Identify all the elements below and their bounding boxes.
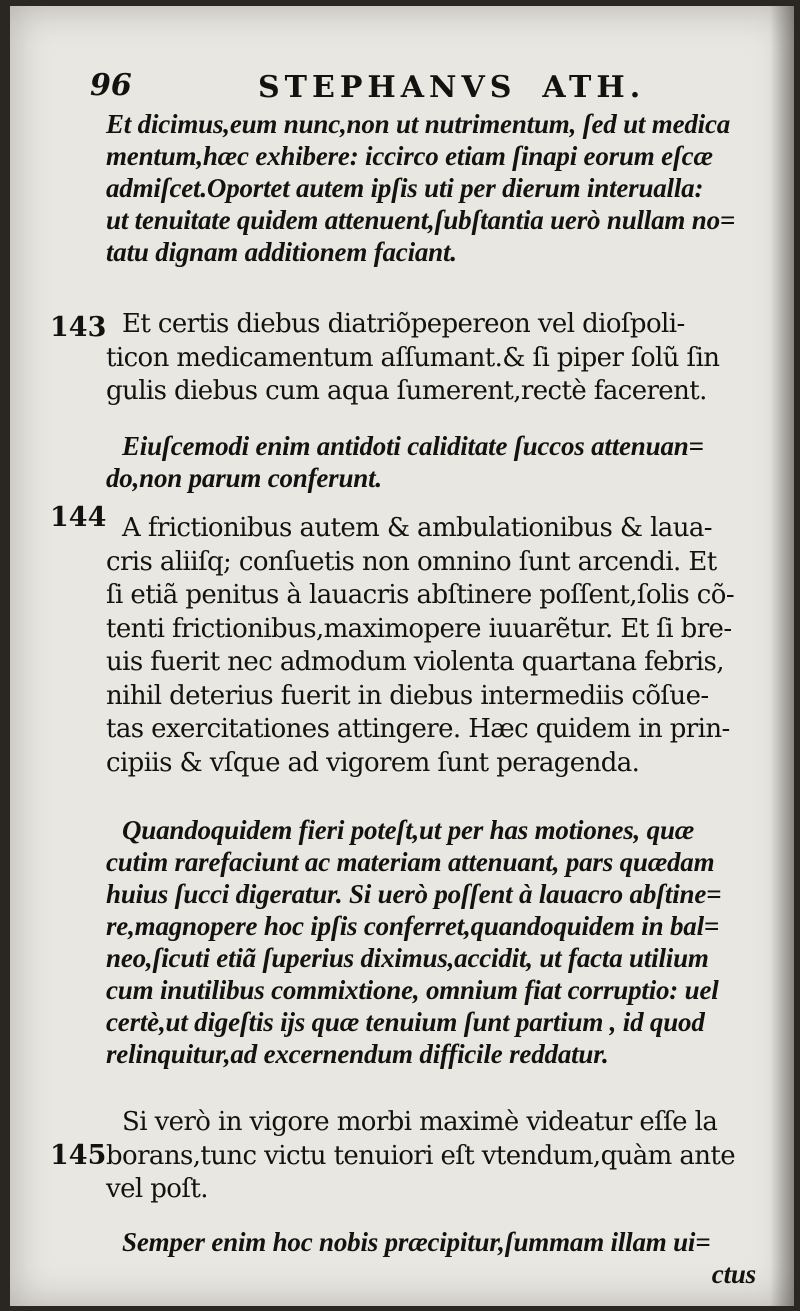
- text-line: A frictionibus autem & ambulationibus & laua-: [122, 513, 712, 543]
- text-line: tatu dignam additionem faciant.: [106, 237, 457, 267]
- text-line: relinquitur,ad excernendum difficile reddatur.: [106, 1039, 609, 1069]
- running-head: [258, 70, 645, 105]
- text-paragraph: [106, 512, 766, 780]
- text-line: cutim rarefaciunt ac materiam attenuant, pars quædam: [106, 847, 715, 877]
- text-line: cipiis & vſque ad vigorem ſunt peragenda.: [106, 747, 640, 778]
- text-line: Si verò in vigore morbi maximè videatur eſſe la: [122, 1107, 718, 1137]
- text-line: ticon medicamentum aſſumant.& ſi piper ſolũ ſin: [106, 342, 720, 373]
- text-line: neo,ſicuti etiã ſuperius diximus,accidit, ut facta utilium: [106, 943, 709, 973]
- text-line: ut tenuitate quidem attenuent,ſubſtantia uerò nullam no=: [106, 205, 736, 235]
- commentary-paragraph: [106, 108, 766, 268]
- text-line: cris aliiſq; conſuetis non omnino ſunt arcendi. Et: [106, 546, 717, 577]
- text-line: uis fuerit nec admodum violenta quartana febris,: [106, 647, 724, 677]
- text-paragraph: [106, 1106, 766, 1207]
- text-line: Quandoquidem fieri poteſt,ut per has motiones, quæ: [122, 815, 695, 845]
- text-line: tenti frictionibus,maximopere iuuarẽtur. Et ſi bre-: [106, 613, 732, 644]
- commentary-paragraph: [106, 1226, 766, 1290]
- text-line: nihil deterius fuerit in diebus intermediis cõſue-: [106, 680, 709, 711]
- commentary-paragraph: [106, 814, 766, 1070]
- text-line: Semper enim hoc nobis præcipitur,ſummam illam ui=: [122, 1227, 711, 1257]
- text-line: vel poſt.: [106, 1174, 208, 1204]
- commentary-paragraph: [106, 430, 766, 494]
- text-line: gulis diebus cum aqua ſumerent,rectè facerent.: [106, 376, 707, 406]
- text-line: mentum,hæc exhibere: iccirco etiam ſinapi eorum eſcæ: [106, 141, 713, 171]
- text-line: Et certis diebus diatriõpepereon vel dioſpoli-: [122, 309, 685, 339]
- section-number: 144: [50, 502, 107, 533]
- running-head-author: STEPHANVS: [258, 70, 517, 105]
- text-line: Et dicimus,eum nunc,non ut nutrimentum, ſed ut medica: [106, 109, 731, 139]
- page-number: 96: [90, 68, 132, 103]
- section-number: 143: [50, 312, 107, 343]
- text-line: cum inutilibus commixtione, omnium fiat corruptio: uel: [106, 975, 719, 1005]
- text-line: certè,ut digeſtis iјs quæ tenuium ſunt partium , id quod: [106, 1007, 705, 1037]
- text-line: borans,tunc victu tenuiori eſt vtendum,quàm ante: [106, 1140, 736, 1171]
- text-line: huius ſucci digeratur. Si uerò poſſent à lauacro abſtine=: [106, 879, 722, 909]
- page-header: [90, 68, 730, 108]
- running-head-abbrev: ATH.: [542, 70, 646, 105]
- text-line: tas exercitationes attingere. Hæc quidem in prin-: [106, 714, 730, 744]
- text-line: do,non parum conferunt.: [106, 463, 382, 493]
- text-line: re,magnopere hoc ipſis conferret,quandoquidem in bal=: [106, 911, 720, 941]
- book-page: [10, 6, 794, 1306]
- text-paragraph: [106, 308, 766, 409]
- text-line: Eiuſcemodi enim antidoti caliditate ſuccos attenuan=: [122, 431, 704, 461]
- section-number: 145: [50, 1140, 107, 1171]
- text-line: ſi etiã penitus à lauacris abſtinere poſſent,ſolis cõ-: [106, 580, 734, 610]
- page-edge-shadow: [770, 6, 794, 1306]
- catchword: ctus: [711, 1259, 756, 1289]
- text-line: admiſcet.Oportet autem ipſis uti per dierum interualla:: [106, 173, 704, 203]
